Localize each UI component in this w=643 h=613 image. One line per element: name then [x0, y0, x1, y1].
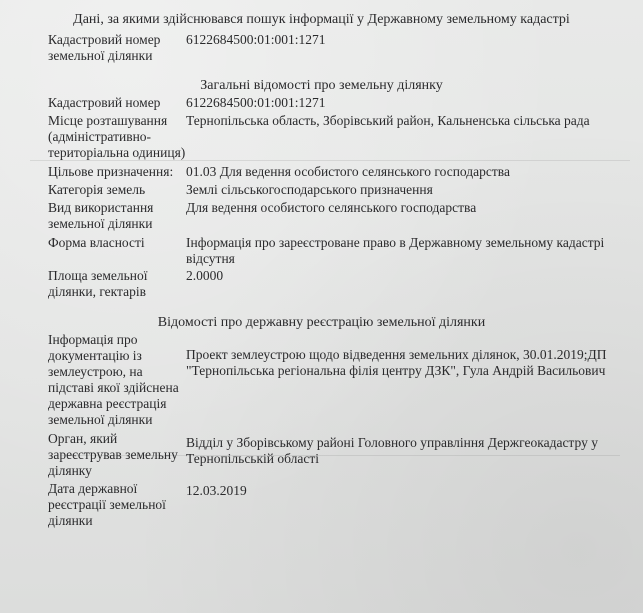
general-value-area: 2.0000 [186, 268, 224, 283]
search-cadastral-value: 6122684500:01:001:1271 [186, 32, 326, 47]
registration-section-heading: Відомості про державну реєстрацію земельної ділянки [157, 315, 486, 330]
general-value-cadastral: 6122684500:01:001:1271 [186, 95, 326, 110]
general-section-heading: Загальні відомості про земельну ділянку [200, 78, 443, 93]
registration-value-documentation: Проект землеустрою щодо відведення земельних ділянок, 30.01.2019;ДП "Тернопільська регіональна філія центру ДЗК", Гула Андрій Васильович [186, 347, 607, 378]
general-label-purpose: Цільове призначення: [48, 164, 174, 179]
general-label-usage: Вид використання земельної ділянки [48, 200, 154, 231]
search-cadastral-label: Кадастровий номер земельної ділянки [48, 32, 161, 63]
general-value-usage: Для ведення особистого селянського господарства [186, 200, 477, 215]
registration-label-documentation: Інформація про документацію із землеустрою, на підставі якої здійснена державна реєстрація земельної ділянки [48, 332, 179, 427]
general-label-ownership: Форма власності [48, 235, 145, 250]
search-section-heading: Дані, за якими здійснювався пошук інформації у Державному земельному кадастрі [73, 12, 570, 27]
general-label-cadastral: Кадастровий номер [48, 95, 161, 110]
general-value-ownership: Інформація про зареєстроване право в Державному земельному кадастрі відсутня [186, 235, 605, 266]
general-value-location: Тернопільська область, Зборівський район, Кальненська сільська рада [186, 113, 590, 128]
registration-label-authority: Орган, який зареєстрував земельну ділянку [48, 431, 178, 478]
general-value-purpose: 01.03 Для ведення особистого селянського господарства [186, 164, 510, 179]
registration-value-date: 12.03.2019 [186, 483, 247, 498]
general-label-location: Місце розташування (адміністративно- територіальна одиниця) [48, 113, 186, 160]
registration-value-authority: Відділ у Зборівському районі Головного управління Держгеокадастру у Тернопільській області [186, 435, 598, 466]
registration-label-date: Дата державної реєстрації земельної ділянки [48, 481, 166, 528]
general-label-category: Категорія земель [48, 182, 146, 197]
general-value-category: Землі сільськогосподарського призначення [186, 182, 433, 197]
general-label-area: Площа земельної ділянки, гектарів [48, 268, 148, 299]
